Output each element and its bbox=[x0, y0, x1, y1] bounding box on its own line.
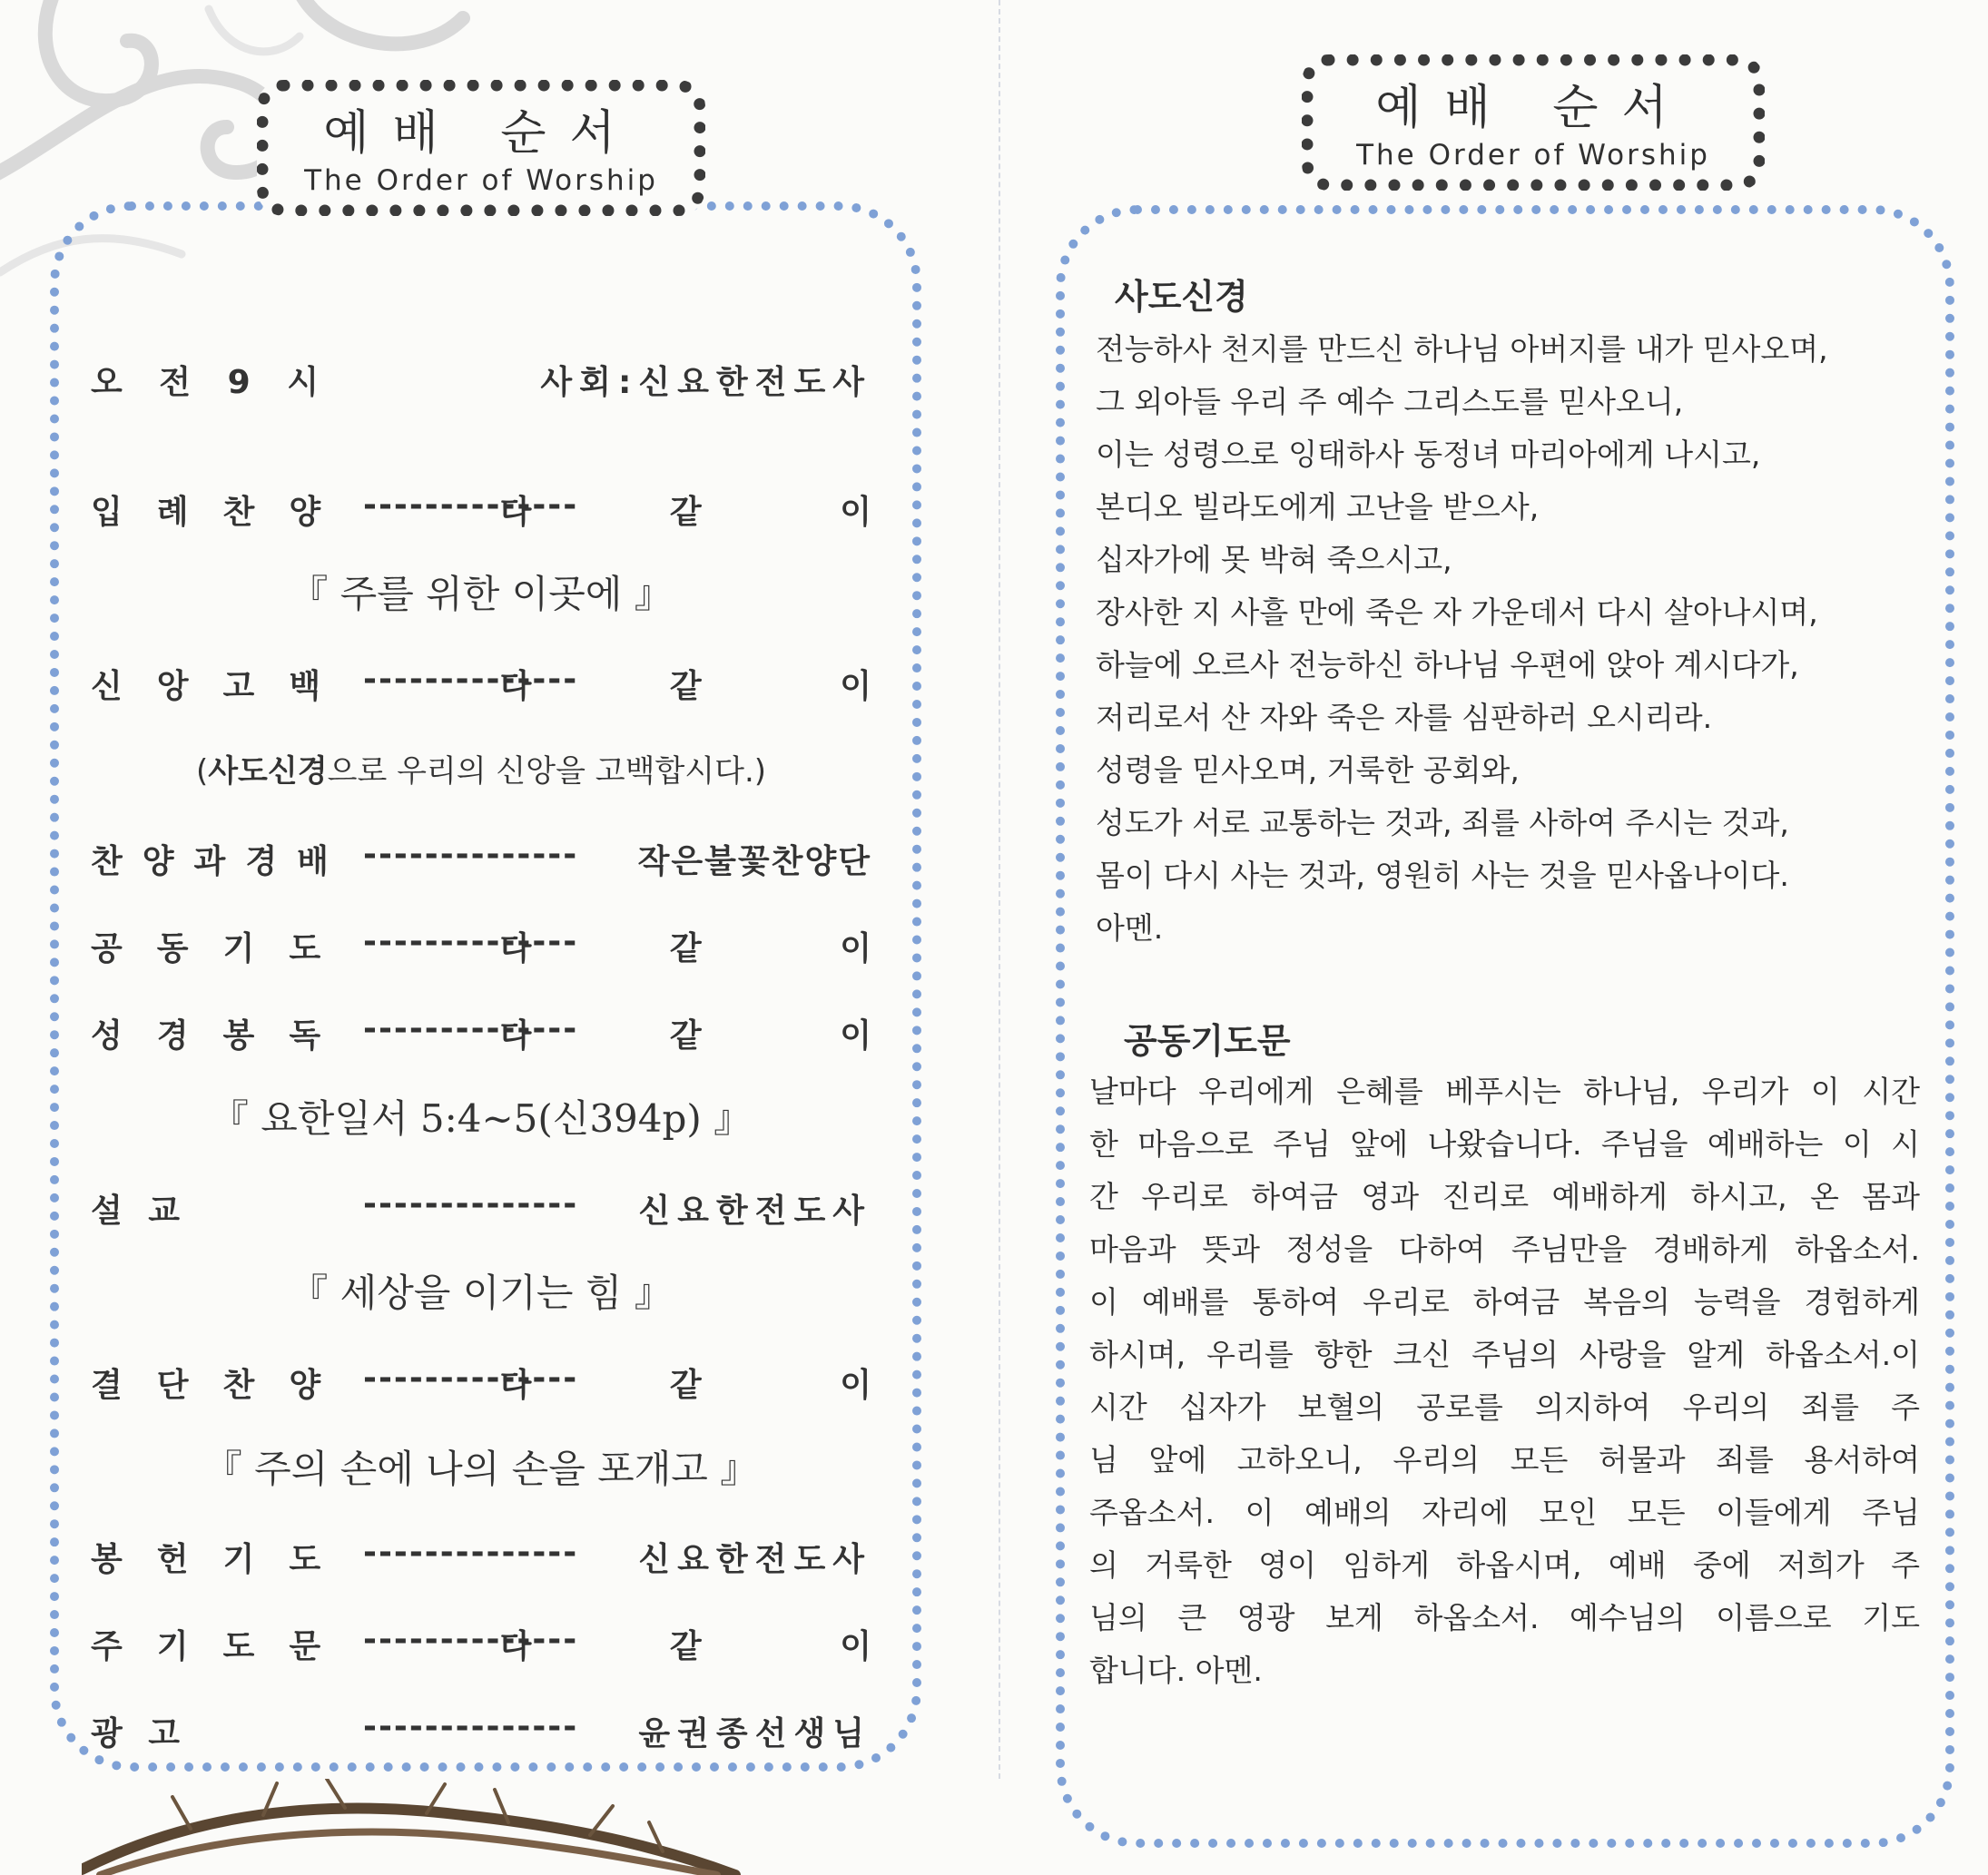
presider: 사회:신요한전도사 bbox=[540, 364, 871, 401]
creed-title-korean: 예배 순서 bbox=[1375, 81, 1691, 135]
creed-line: 성도가 서로 교통하는 것과, 죄를 사하여 주시는 것과, bbox=[1096, 805, 1789, 840]
leader-dots: -------------- bbox=[363, 1360, 579, 1397]
program-item-label: 설 교 bbox=[91, 1193, 188, 1230]
program-item bbox=[91, 829, 871, 883]
program-item-label: 광 고 bbox=[91, 1715, 188, 1752]
apostles-creed-heading: 사도신경 bbox=[1115, 277, 1248, 317]
program-item-leader: 신요한전도사 bbox=[638, 1193, 871, 1230]
crown-of-thorns-ornament bbox=[82, 1779, 772, 1875]
scripture-reference: 『 요한일서 5:4~5(신394p) 』 bbox=[210, 1096, 753, 1141]
common-prayer-heading: 공동기도문 bbox=[1124, 1021, 1291, 1061]
program-item bbox=[91, 1178, 871, 1232]
program-item-leader: 다 같 이 bbox=[499, 668, 935, 705]
program-item-label: 결단찬양 bbox=[91, 1367, 356, 1404]
leader-dots: -------------- bbox=[363, 836, 579, 873]
creed-line: 아멘. bbox=[1096, 910, 1164, 946]
leader-dots: -------------- bbox=[363, 1708, 579, 1745]
program-item-leader: 다 같 이 bbox=[499, 930, 935, 967]
prayer-line: 이 예배를 통하여 우리로 하여금 복음의 능력을 경험하게 bbox=[1089, 1284, 1920, 1320]
prayer-line: 의 거룩한 영이 임하게 하옵시며, 예배 중에 저희가 주 bbox=[1089, 1547, 1920, 1583]
opening-hymn-title: 『 주를 위한 이곳에 』 bbox=[290, 572, 673, 616]
program-item bbox=[91, 916, 935, 970]
creed-line: 장사한 지 사흘 만에 죽은 자 가운데서 다시 살아나시며, bbox=[1096, 594, 1818, 630]
program-item bbox=[91, 1701, 871, 1755]
program-item bbox=[91, 1527, 871, 1581]
prayer-line: 간 우리로 하여금 영과 진리로 예배하게 하시고, 온 몸과 bbox=[1089, 1179, 1920, 1214]
apostles-creed-text bbox=[1096, 323, 1828, 955]
program-item-leader: 다 같 이 bbox=[499, 1017, 935, 1055]
leader-dots: -------------- bbox=[363, 1534, 579, 1571]
creed-note-text: 으로 우리의 신앙을 고백합시다.) bbox=[327, 753, 767, 790]
prayer-line: 한 마음으로 주님 앞에 나왔습니다. 주님을 예배하는 이 시 bbox=[1089, 1126, 1920, 1162]
program-item-leader: 다 같 이 bbox=[499, 1628, 935, 1665]
leader-dots: -------------- bbox=[363, 1010, 579, 1047]
program-item-leader: 신요한전도사 bbox=[638, 1541, 871, 1578]
program-item-label: 공동기도 bbox=[91, 930, 356, 967]
creed-title-box bbox=[1302, 54, 1765, 191]
program-title-box bbox=[257, 80, 705, 216]
prayer-line: 합니다. 아멘. bbox=[1089, 1653, 1263, 1688]
program-item-leader: 다 같 이 bbox=[499, 1367, 935, 1404]
program-item-label: 성경봉독 bbox=[91, 1017, 356, 1055]
creed-line: 그 외아들 우리 주 예수 그리스도를 믿사오니, bbox=[1096, 384, 1684, 419]
creed-note bbox=[91, 746, 871, 790]
prayer-line: 마음과 뜻과 정성을 다하여 주님만을 경배하게 하옵소서. bbox=[1089, 1232, 1920, 1267]
sermon-title: 『 세상을 이기는 힘 』 bbox=[290, 1271, 673, 1315]
program-item-label: 찬양과경배 bbox=[91, 843, 349, 880]
creed-note-paren: ( bbox=[195, 753, 209, 790]
leader-dots: -------------- bbox=[363, 1621, 579, 1658]
prayer-line: 주옵소서. 이 예배의 자리에 모인 모든 이들에게 주님 bbox=[1089, 1495, 1920, 1530]
leader-dots: -------------- bbox=[363, 486, 579, 524]
creed-line: 하늘에 오르사 전능하신 하나님 우편에 앉아 계시다가, bbox=[1096, 647, 1799, 682]
program-item-leader: 윤권종선생님 bbox=[638, 1715, 871, 1752]
program-item bbox=[91, 1614, 935, 1668]
creed-note-bold: 사도신경 bbox=[208, 753, 328, 790]
common-prayer-text bbox=[1089, 1065, 1920, 1697]
program-title-korean: 예배 순서 bbox=[323, 106, 639, 161]
program-title-english: The Order of Worship bbox=[304, 164, 658, 197]
closing-hymn-title: 『 주의 손에 나의 손을 포개고 』 bbox=[203, 1447, 759, 1491]
creed-line: 본디오 빌라도에게 고난을 받으사, bbox=[1096, 489, 1540, 525]
creed-line: 몸이 다시 사는 것과, 영원히 사는 것을 믿사옵나이다. bbox=[1096, 858, 1789, 893]
program-item-label: 입례찬양 bbox=[91, 494, 356, 531]
program-item-leader: 작은불꽃찬양단 bbox=[637, 843, 871, 880]
prayer-line: 시간 십자가 보혈의 공로를 의지하여 우리의 죄를 주 bbox=[1089, 1389, 1920, 1425]
program-item bbox=[91, 1003, 935, 1057]
leader-dots: -------------- bbox=[363, 661, 579, 698]
program-item bbox=[91, 479, 935, 534]
prayer-line: 님 앞에 고하오니, 우리의 모든 허물과 죄를 용서하여 bbox=[1089, 1442, 1920, 1477]
program-item-label: 봉헌기도 bbox=[91, 1541, 356, 1578]
creed-line: 십자가에 못 박혀 죽으시고, bbox=[1096, 542, 1452, 577]
program-item-label: 주기도문 bbox=[91, 1628, 356, 1665]
program-item-label: 신앙고백 bbox=[91, 668, 356, 705]
leader-dots: -------------- bbox=[363, 1185, 579, 1222]
creed-title-english: The Order of Worship bbox=[1356, 139, 1710, 172]
service-header bbox=[91, 349, 871, 404]
leader-dots: -------------- bbox=[363, 923, 579, 960]
creed-line: 이는 성령으로 잉태하사 동정녀 마리아에게 나시고, bbox=[1096, 437, 1761, 472]
prayer-line: 날마다 우리에게 은혜를 베푸시는 하나님, 우리가 이 시간 bbox=[1089, 1074, 1920, 1109]
creed-line: 전능하사 천지를 만드신 하나님 아버지를 내가 믿사오며, bbox=[1096, 331, 1828, 367]
prayer-line: 하시며, 우리를 향한 크신 주님의 사랑을 알게 하옵소서.이 bbox=[1089, 1337, 1920, 1372]
prayer-line: 님의 큰 영광 보게 하옵소서. 예수님의 이름으로 기도 bbox=[1089, 1600, 1920, 1635]
program-item bbox=[91, 653, 935, 708]
service-time: 오 전 9 시 bbox=[91, 364, 331, 401]
creed-line: 저리로서 산 자와 죽은 자를 심판하러 오시리라. bbox=[1096, 700, 1713, 735]
program-item-leader: 다 같 이 bbox=[499, 494, 935, 531]
creed-line: 성령을 믿사오며, 거룩한 공회와, bbox=[1096, 752, 1520, 788]
program-item bbox=[91, 1352, 935, 1407]
